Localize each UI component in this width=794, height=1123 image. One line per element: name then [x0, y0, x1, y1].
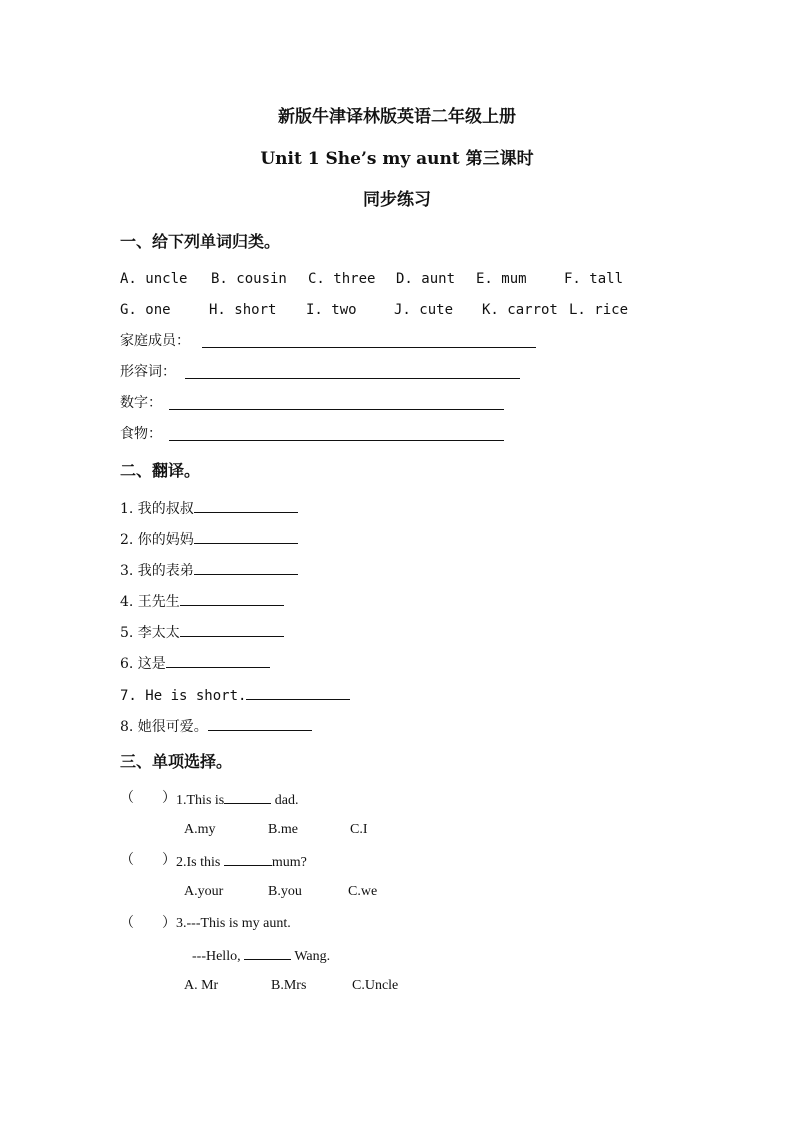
- answer-line[interactable]: [246, 684, 350, 700]
- translation-prompt: 5. 李太太: [120, 625, 180, 641]
- word-option: H. short: [209, 302, 277, 318]
- answer-line-family[interactable]: [202, 346, 536, 348]
- word-option: E. mum: [476, 271, 527, 287]
- question-3-dialogue: [192, 945, 330, 967]
- category-label-food: 食物：: [120, 426, 162, 442]
- answer-bracket[interactable]: （ ）: [120, 916, 176, 931]
- word-option: C. three: [308, 271, 376, 287]
- answer-line[interactable]: [180, 621, 284, 637]
- translation-item: [120, 715, 312, 737]
- option-b: B.me: [268, 822, 298, 837]
- question-1: [176, 789, 298, 811]
- option-b: B.Mrs: [271, 978, 307, 993]
- translation-item: [120, 621, 284, 643]
- word-option: J. cute: [394, 302, 454, 318]
- translation-item: [120, 559, 298, 581]
- word-option: F. tall: [564, 271, 624, 287]
- translation-prompt: 3. 我的表弟: [120, 563, 194, 579]
- word-option: B. cousin: [211, 271, 287, 287]
- option-a: A. Mr: [184, 978, 219, 993]
- translation-item: [120, 497, 298, 519]
- word-option: D. aunt: [396, 271, 456, 287]
- answer-line[interactable]: [194, 497, 298, 513]
- question-1-text-end: dad.: [271, 793, 299, 808]
- unit-title: Unit 1 She’s my aunt 第三课时: [260, 149, 534, 169]
- answer-line[interactable]: [180, 590, 284, 606]
- option-a: A.my: [184, 822, 216, 837]
- translation-item: [120, 528, 298, 550]
- question-1-text: 1.This is: [176, 793, 225, 808]
- question-2: [176, 851, 307, 873]
- exercise-title: 同步练习: [363, 190, 431, 210]
- answer-blank[interactable]: [244, 945, 291, 960]
- translation-prompt: 7. He is short.: [120, 688, 247, 704]
- answer-line-food[interactable]: [169, 439, 504, 441]
- translation-prompt: 6. 这是: [120, 656, 166, 672]
- translation-item: [120, 652, 270, 674]
- answer-line[interactable]: [208, 715, 312, 731]
- answer-line[interactable]: [194, 559, 298, 575]
- answer-line[interactable]: [194, 528, 298, 544]
- word-option: I. two: [306, 302, 357, 318]
- answer-bracket[interactable]: （ ）: [120, 853, 176, 868]
- word-option: A. uncle: [120, 271, 188, 287]
- word-option: L. rice: [569, 302, 629, 318]
- answer-line-adjective[interactable]: [185, 377, 520, 379]
- answer-line-number[interactable]: [169, 408, 504, 410]
- category-label-family: 家庭成员：: [120, 333, 190, 349]
- option-c: C.we: [348, 884, 378, 899]
- category-label-number: 数字：: [120, 395, 162, 411]
- section-3-heading: 三、单项选择。: [120, 752, 233, 771]
- answer-blank[interactable]: [224, 851, 272, 866]
- question-3-dialogue-text: ---Hello,: [192, 949, 245, 964]
- question-2-text: 2.Is this: [176, 855, 224, 870]
- document-title: 新版牛津译林版英语二年级上册: [278, 107, 516, 127]
- translation-prompt: 1. 我的叔叔: [120, 501, 194, 517]
- translation-item: [120, 684, 350, 706]
- word-option: G. one: [120, 302, 171, 318]
- section-1-heading: 一、给下列单词归类。: [120, 232, 281, 251]
- word-option: K. carrot: [482, 302, 558, 318]
- option-a: A.your: [184, 884, 224, 899]
- option-c: C.I: [350, 822, 368, 837]
- option-b: B.you: [268, 884, 302, 899]
- translation-prompt: 4. 王先生: [120, 594, 180, 610]
- answer-bracket[interactable]: （ ）: [120, 791, 176, 806]
- option-c: C.Uncle: [352, 978, 399, 993]
- translation-prompt: 8. 她很可爱。: [120, 719, 208, 735]
- category-label-adjective: 形容词：: [120, 364, 176, 380]
- answer-line[interactable]: [166, 652, 270, 668]
- question-3-dialogue-end: Wang.: [291, 949, 331, 964]
- translation-item: [120, 590, 284, 612]
- section-2-heading: 二、翻译。: [120, 461, 201, 480]
- answer-blank[interactable]: [224, 789, 271, 804]
- question-2-text-end: mum?: [271, 855, 307, 870]
- translation-prompt: 2. 你的妈妈: [120, 532, 194, 548]
- question-3-text: 3.---This is my aunt.: [176, 916, 291, 931]
